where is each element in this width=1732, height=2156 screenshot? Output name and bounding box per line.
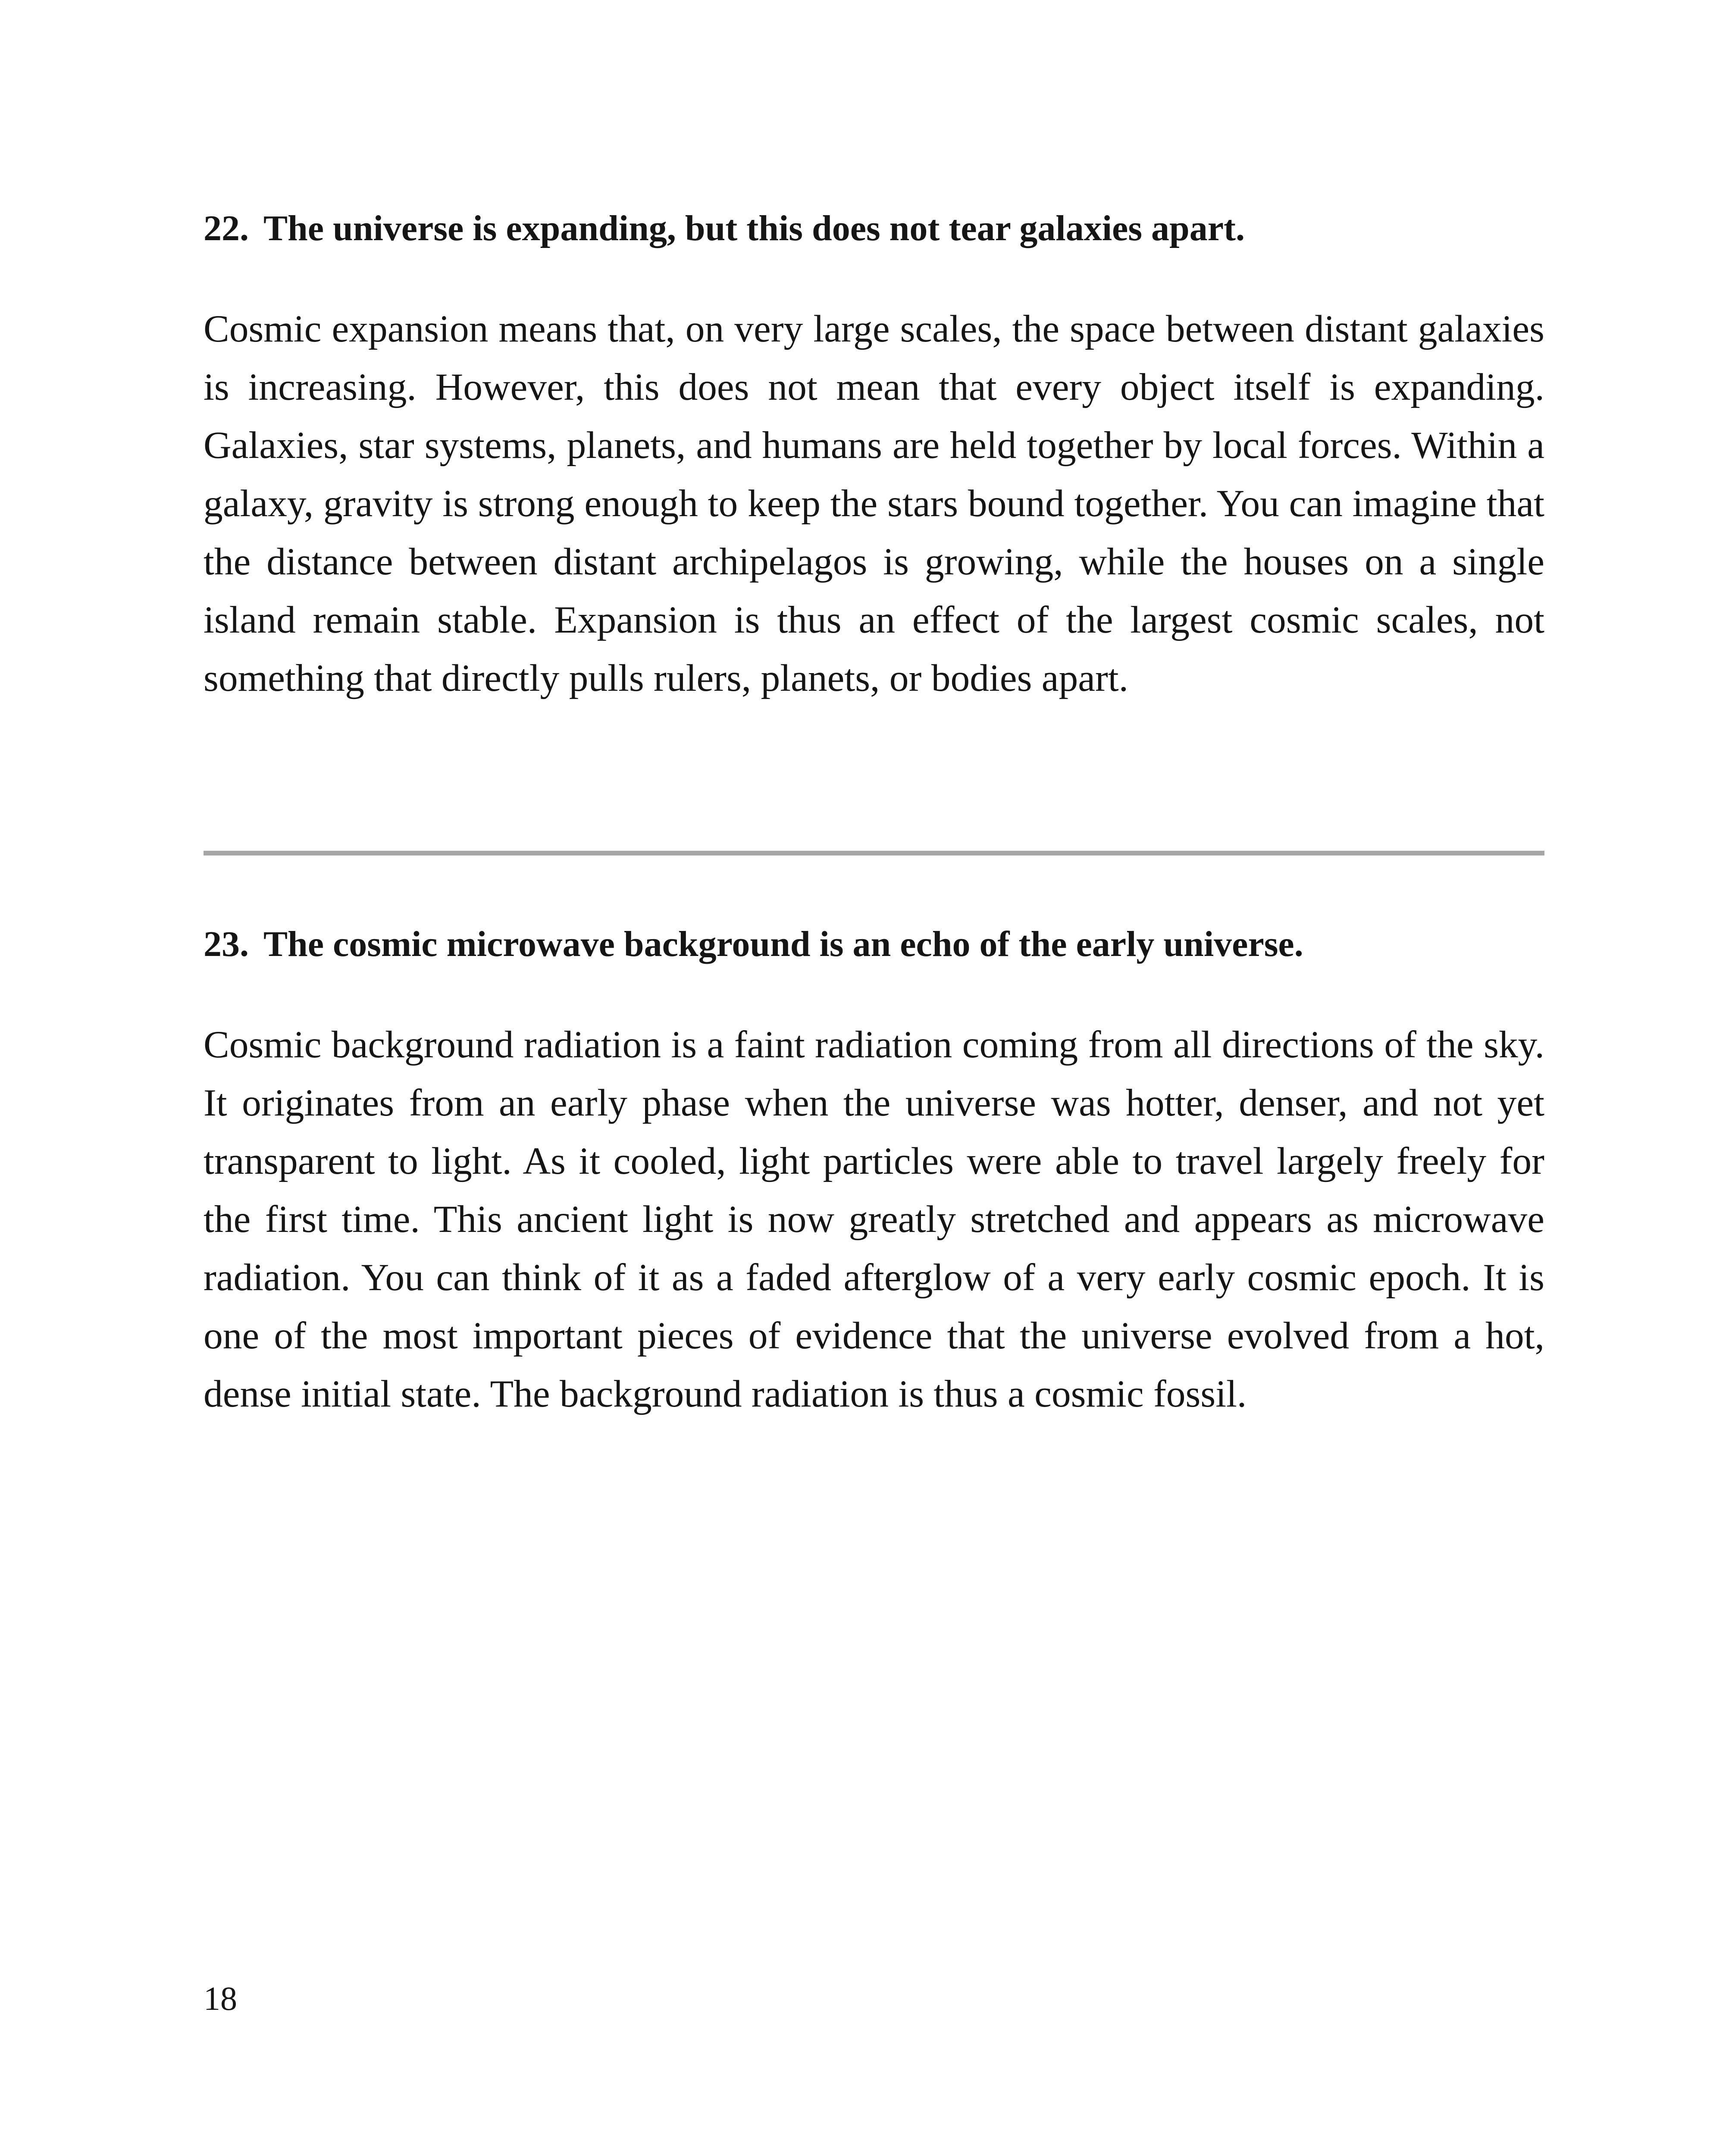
section-heading: [204, 207, 1544, 250]
page-number: 18: [204, 1980, 237, 2017]
section-heading-text: The cosmic microwave background is an echo of the early universe.: [263, 924, 1303, 964]
section-23: [204, 923, 1544, 1423]
section-number: 23.: [204, 924, 249, 964]
section-divider: [204, 851, 1544, 856]
section-body: Cosmic expansion means that, on very large scales, the space between distant galaxies is increasing. However, this does not mean that every object itself is expanding. Galaxies, star systems, planets, and humans are held together by local forces. Within a galaxy, gravity is strong enough to keep the stars bound together. You can imagine that the distance between distant archipelagos is growing, while the houses on a single island remain stable. Expansion is thus an effect of the largest cosmic scales, not something that directly pulls rulers, planets, or bodies apart.: [204, 307, 1544, 699]
section-22: [204, 207, 1544, 707]
section-number: 22.: [204, 208, 249, 248]
section-heading: [204, 923, 1544, 966]
section-body: Cosmic background radiation is a faint radiation coming from all directions of the sky. It originates from an early phase when the universe was hotter, denser, and not yet transparent to light. As it cooled, light particles were able to travel largely freely for the first time. This ancient light is now greatly stretched and appears as microwave radiation. You can think of it as a faded afterglow of a very early cosmic epoch. It is one of the most important pieces of evidence that the universe evolved from a hot, dense initial state. The background radiation is thus a cosmic fossil.: [204, 1023, 1544, 1415]
section-heading-text: The universe is expanding, but this does not tear galaxies apart.: [263, 208, 1245, 248]
